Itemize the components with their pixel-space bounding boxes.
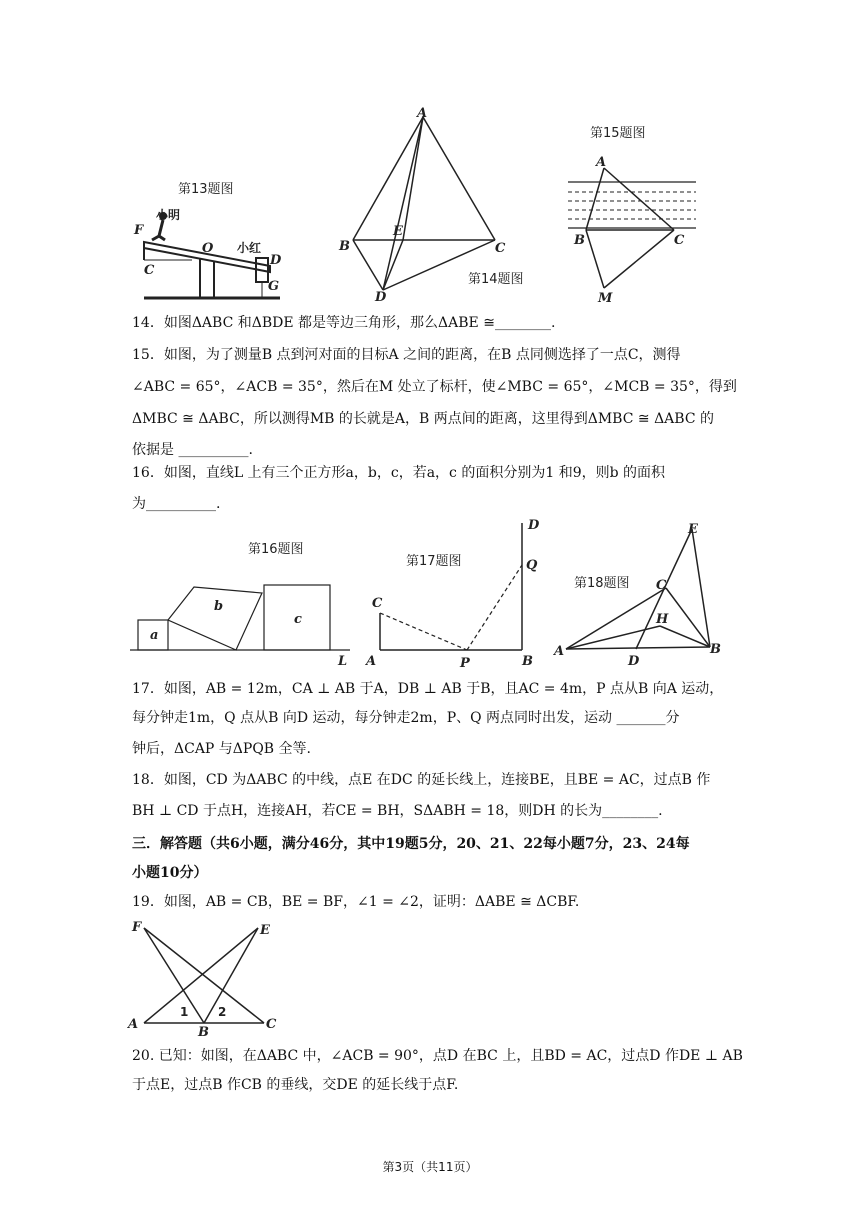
question-15-line3: ΔMBC ≅ ΔABC，所以测得MB 的长就是A，B 两点间的距离，这里得到ΔMBC ≅ ΔABC 的	[132, 411, 715, 427]
fig16-caption: 第16题图	[248, 542, 304, 557]
question-16-line2: 为__________.	[132, 496, 221, 512]
fig17-label-A: A	[366, 654, 377, 669]
fig13-seesaw-diagram	[132, 200, 282, 305]
fig19-label-A: A	[128, 1017, 139, 1032]
fig19-label-F: F	[132, 920, 142, 935]
fig16-label-L: L	[338, 654, 348, 669]
question-17-line1: 17．如图，AB = 12m，CA ⊥ AB 于A，DB ⊥ AB 于B，且AC = 4m，P 点从B 向A 运动，	[132, 681, 724, 697]
fig15-label-C: C	[674, 233, 685, 248]
fig16-label-a: a	[150, 628, 159, 643]
fig16-label-c: c	[294, 612, 302, 627]
fig14-label-B: B	[339, 239, 350, 254]
fig17-label-Q: Q	[526, 558, 538, 573]
fig19-label-2: 2	[218, 1005, 227, 1019]
fig13-label-D: D	[270, 253, 282, 268]
fig19-triangles-diagram	[126, 918, 286, 1038]
question-20-line2: 于点E，过点B 作CB 的垂线，交DE 的延长线于点F.	[132, 1077, 459, 1093]
fig13-label-C: C	[144, 263, 155, 278]
fig19-label-1: 1	[180, 1005, 189, 1019]
fig17-label-C: C	[372, 596, 383, 611]
fig18-triangle-diagram	[552, 515, 732, 670]
fig18-label-D: D	[628, 654, 640, 669]
fig16-squares-diagram	[128, 555, 358, 670]
fig13-caption: 第13题图	[178, 182, 234, 197]
section-3-heading-line1: 三．解答题（共6小题，满分46分，其中19题5分，20、21、22每小题7分，23、24每	[132, 836, 690, 852]
fig18-label-A: A	[554, 644, 565, 659]
fig13-label-xiaoming: 小明	[156, 208, 181, 222]
fig15-river-diagram	[562, 150, 712, 305]
question-15-line4: 依据是 __________.	[132, 442, 253, 458]
fig18-label-E: E	[688, 522, 698, 537]
fig14-label-E: E	[393, 224, 403, 239]
fig18-label-B: B	[710, 642, 721, 657]
fig18-label-C: C	[656, 578, 667, 593]
question-15-line2: ∠ABC = 65°，∠ACB = 35°，然后在M 处立了标杆，使∠MBC = 65°，∠MCB = 35°，得到	[132, 379, 737, 395]
fig14-label-C: C	[495, 241, 506, 256]
fig19-label-C: C	[266, 1017, 277, 1032]
fig15-label-B: B	[574, 233, 585, 248]
question-16-line1: 16．如图，直线L 上有三个正方形a，b，c，若a，c 的面积分别为1 和9，则b 的面积	[132, 465, 666, 481]
question-19: 19．如图，AB = CB，BE = BF，∠1 = ∠2，证明：ΔABE ≅ ΔCBF.	[132, 894, 580, 910]
fig17-label-B: B	[522, 654, 533, 669]
fig18-caption: 第18题图	[574, 576, 630, 591]
fig17-label-D: D	[528, 518, 540, 533]
fig14-label-D: D	[375, 290, 387, 305]
section-3-heading-line2: 小题10分）	[132, 865, 208, 881]
page-footer: 第3页（共11页）	[382, 1160, 478, 1174]
fig15-caption: 第15题图	[590, 126, 646, 141]
fig15-label-A: A	[596, 155, 607, 170]
fig16-label-b: b	[214, 599, 224, 614]
fig13-label-G: G	[268, 279, 280, 294]
question-18-line2: BH ⊥ CD 于点H，连接AH，若CE = BH，SΔABH = 18，则DH 的长为________.	[132, 803, 663, 819]
question-17-line3: 钟后，ΔCAP 与ΔPQB 全等.	[132, 741, 311, 757]
fig17-motion-diagram	[362, 515, 547, 670]
fig15-label-M: M	[598, 291, 613, 305]
fig14-caption: 第14题图	[468, 272, 524, 287]
fig13-label-F: F	[134, 223, 144, 238]
fig13-label-xiaohong: 小红	[237, 241, 262, 255]
fig13-label-O: O	[202, 241, 214, 256]
question-15-line1: 15．如图，为了测量B 点到河对面的目标A 之间的距离，在B 点同侧选择了一点C，测得	[132, 347, 681, 363]
fig19-label-B: B	[198, 1025, 209, 1038]
fig18-label-H: H	[656, 612, 669, 627]
question-17-line2: 每分钟走1m，Q 点从B 向D 运动，每分钟走2m，P、Q 两点同时出发，运动 _______分	[132, 710, 680, 726]
fig17-caption: 第17题图	[406, 554, 462, 569]
fig17-label-P: P	[460, 656, 470, 670]
question-20-line1: 20. 已知：如图，在ΔABC 中，∠ACB = 90°，点D 在BC 上，且BD = AC，过点D 作DE ⊥ AB	[132, 1048, 743, 1064]
fig19-label-E: E	[260, 923, 270, 938]
fig14-label-A: A	[417, 106, 428, 121]
question-18-line1: 18．如图，CD 为ΔABC 的中线，点E 在DC 的延长线上，连接BE，且BE = AC，过点B 作	[132, 772, 711, 788]
question-14: 14．如图ΔABC 和ΔBDE 都是等边三角形，那么ΔABE ≅________.	[132, 315, 556, 331]
